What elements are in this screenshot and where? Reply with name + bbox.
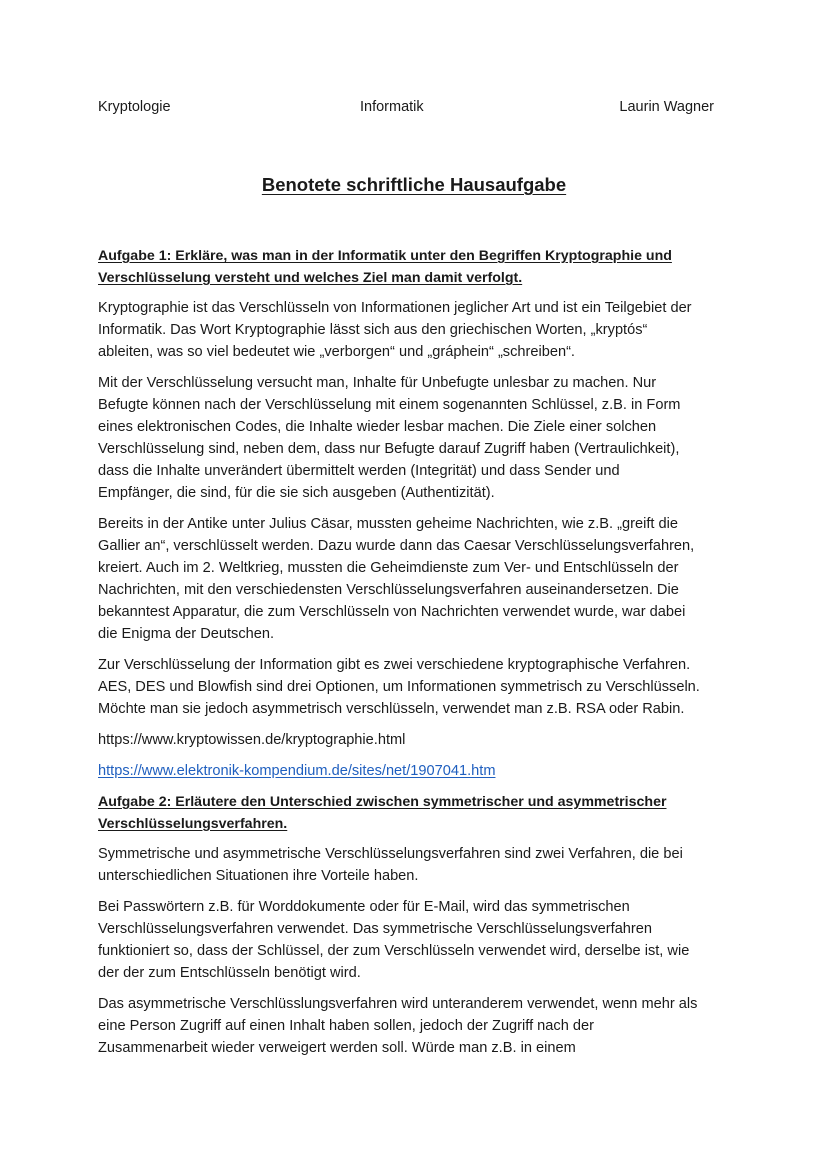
task2-paragraph-symmetric: [98, 896, 748, 984]
paragraph-line: Zur Verschlüsselung der Information gibt es zwei verschiedene kryptographische Verfahren.: [98, 657, 691, 673]
paragraph-line: Bei Passwörtern z.B. für Worddokumente oder für E-Mail, wird das symmetrischen: [98, 899, 630, 915]
task1-paragraph-history: [98, 513, 748, 645]
paragraph-line: eine Person Zugriff auf einen Inhalt haben sollen, jedoch der Zugriff nach der: [98, 1018, 594, 1034]
paragraph-line: der der zum Entschlüsseln benötigt wird.: [98, 965, 361, 981]
paragraph-line: ableiten, was so viel bedeutet wie „verborgen“ und „gráphein“ „schreiben“.: [98, 344, 575, 360]
task1-paragraph-goals: [98, 372, 748, 504]
source-reference-1: https://www.kryptowissen.de/kryptographie.html: [98, 732, 406, 748]
task1-heading: [98, 245, 748, 289]
paragraph-line: kreiert. Auch im 2. Weltkrieg, mussten die Geheimdienste zum Ver- und Entschlüsseln der: [98, 560, 679, 576]
paragraph-line: funktioniert so, dass der Schlüssel, der zum Verschlüsseln verwendet wird, derselbe ist, wie: [98, 943, 690, 959]
paragraph-line: bekanntest Apparatur, die zum Verschlüsseln von Nachrichten verwendet wurde, war dabei: [98, 604, 686, 620]
source-reference-2: [98, 760, 748, 782]
paragraph-line: Das asymmetrische Verschlüsslungsverfahren wird unteranderem verwendet, wenn mehr als: [98, 996, 698, 1012]
task2-paragraph-asymmetric: [98, 993, 748, 1059]
page-header: [98, 99, 714, 119]
paragraph-line: Nachrichten, mit den verschiedensten Verschlüsselungsverfahren auseinandersetzen. Die: [98, 582, 679, 598]
paragraph-line: die Enigma der Deutschen.: [98, 626, 275, 642]
document-title: Benotete schriftliche Hausaufgabe: [261, 174, 567, 195]
paragraph-line: Bereits in der Antike unter Julius Cäsar, mussten geheime Nachrichten, wie z.B. „greift die: [98, 516, 678, 532]
header-topic: Kryptologie: [98, 99, 171, 115]
paragraph-line: unterschiedlichen Situationen ihre Vorteile haben.: [98, 868, 419, 884]
task2-heading: [98, 791, 748, 835]
task2-heading-line: Aufgabe 2: Erläutere den Unterschied zwischen symmetrischer und asymmetrischer: [98, 794, 667, 810]
task1-paragraph-definition: [98, 297, 748, 363]
paragraph-line: Empfänger, die sind, für die sie sich ausgeben (Authentizität).: [98, 485, 495, 501]
paragraph-line: Informatik. Das Wort Kryptographie lässt sich aus den griechischen Worten, „kryptós“: [98, 322, 648, 338]
paragraph-line: Kryptographie ist das Verschlüsseln von Informationen jeglicher Art und ist ein Teilgebiet der: [98, 300, 692, 316]
paragraph-line: Symmetrische und asymmetrische Verschlüsselungsverfahren sind zwei Verfahren, die bei: [98, 846, 683, 862]
paragraph-line: Verschlüsselung sind, neben dem, dass nur Befugte darauf Zugriff haben (Vertraulichkeit),: [98, 441, 680, 457]
document-body: [98, 245, 748, 1068]
source-link[interactable]: https://www.elektronik-kompendium.de/sites/net/1907041.htm: [98, 763, 496, 779]
task1-heading-line: Verschlüsselung versteht und welches Ziel man damit verfolgt.: [98, 270, 523, 286]
paragraph-line: dass die Inhalte unverändert übermittelt werden (Integrität) und dass Sender und: [98, 463, 620, 479]
task2-paragraph-intro: [98, 843, 748, 887]
paragraph-line: Verschlüsselungsverfahren verwendet. Das symmetrische Verschlüsselungsverfahren: [98, 921, 653, 937]
paragraph-line: Möchte man sie jedoch asymmetrisch verschlüsseln, verwendet man z.B. RSA oder Rabin.: [98, 701, 685, 717]
header-subject: Informatik: [360, 99, 424, 115]
task1-paragraph-methods: [98, 654, 748, 720]
task2-heading-line: Verschlüsselungsverfahren.: [98, 816, 288, 832]
paragraph-line: Befugte können nach der Verschlüsselung mit einem sogenannten Schlüssel, z.B. in Form: [98, 397, 681, 413]
paragraph-line: eines elektronischen Codes, die Inhalte wieder lesbar machen. Die Ziele einer solchen: [98, 419, 657, 435]
paragraph-line: AES, DES und Blowfish sind drei Optionen, um Informationen symmetrisch zu Verschlüsseln.: [98, 679, 700, 695]
task1-heading-line: Aufgabe 1: Erkläre, was man in der Informatik unter den Begriffen Kryptographie und: [98, 248, 672, 264]
paragraph-line: Gallier an“, verschlüsselt werden. Dazu wurde dann das Caesar Verschlüsselungsverfahren,: [98, 538, 695, 554]
paragraph-line: Mit der Verschlüsselung versucht man, Inhalte für Unbefugte unlesbar zu machen. Nur: [98, 375, 657, 391]
header-author: Laurin Wagner: [619, 99, 714, 115]
paragraph-line: Zusammenarbeit wieder verweigert werden soll. Würde man z.B. in einem: [98, 1040, 576, 1056]
